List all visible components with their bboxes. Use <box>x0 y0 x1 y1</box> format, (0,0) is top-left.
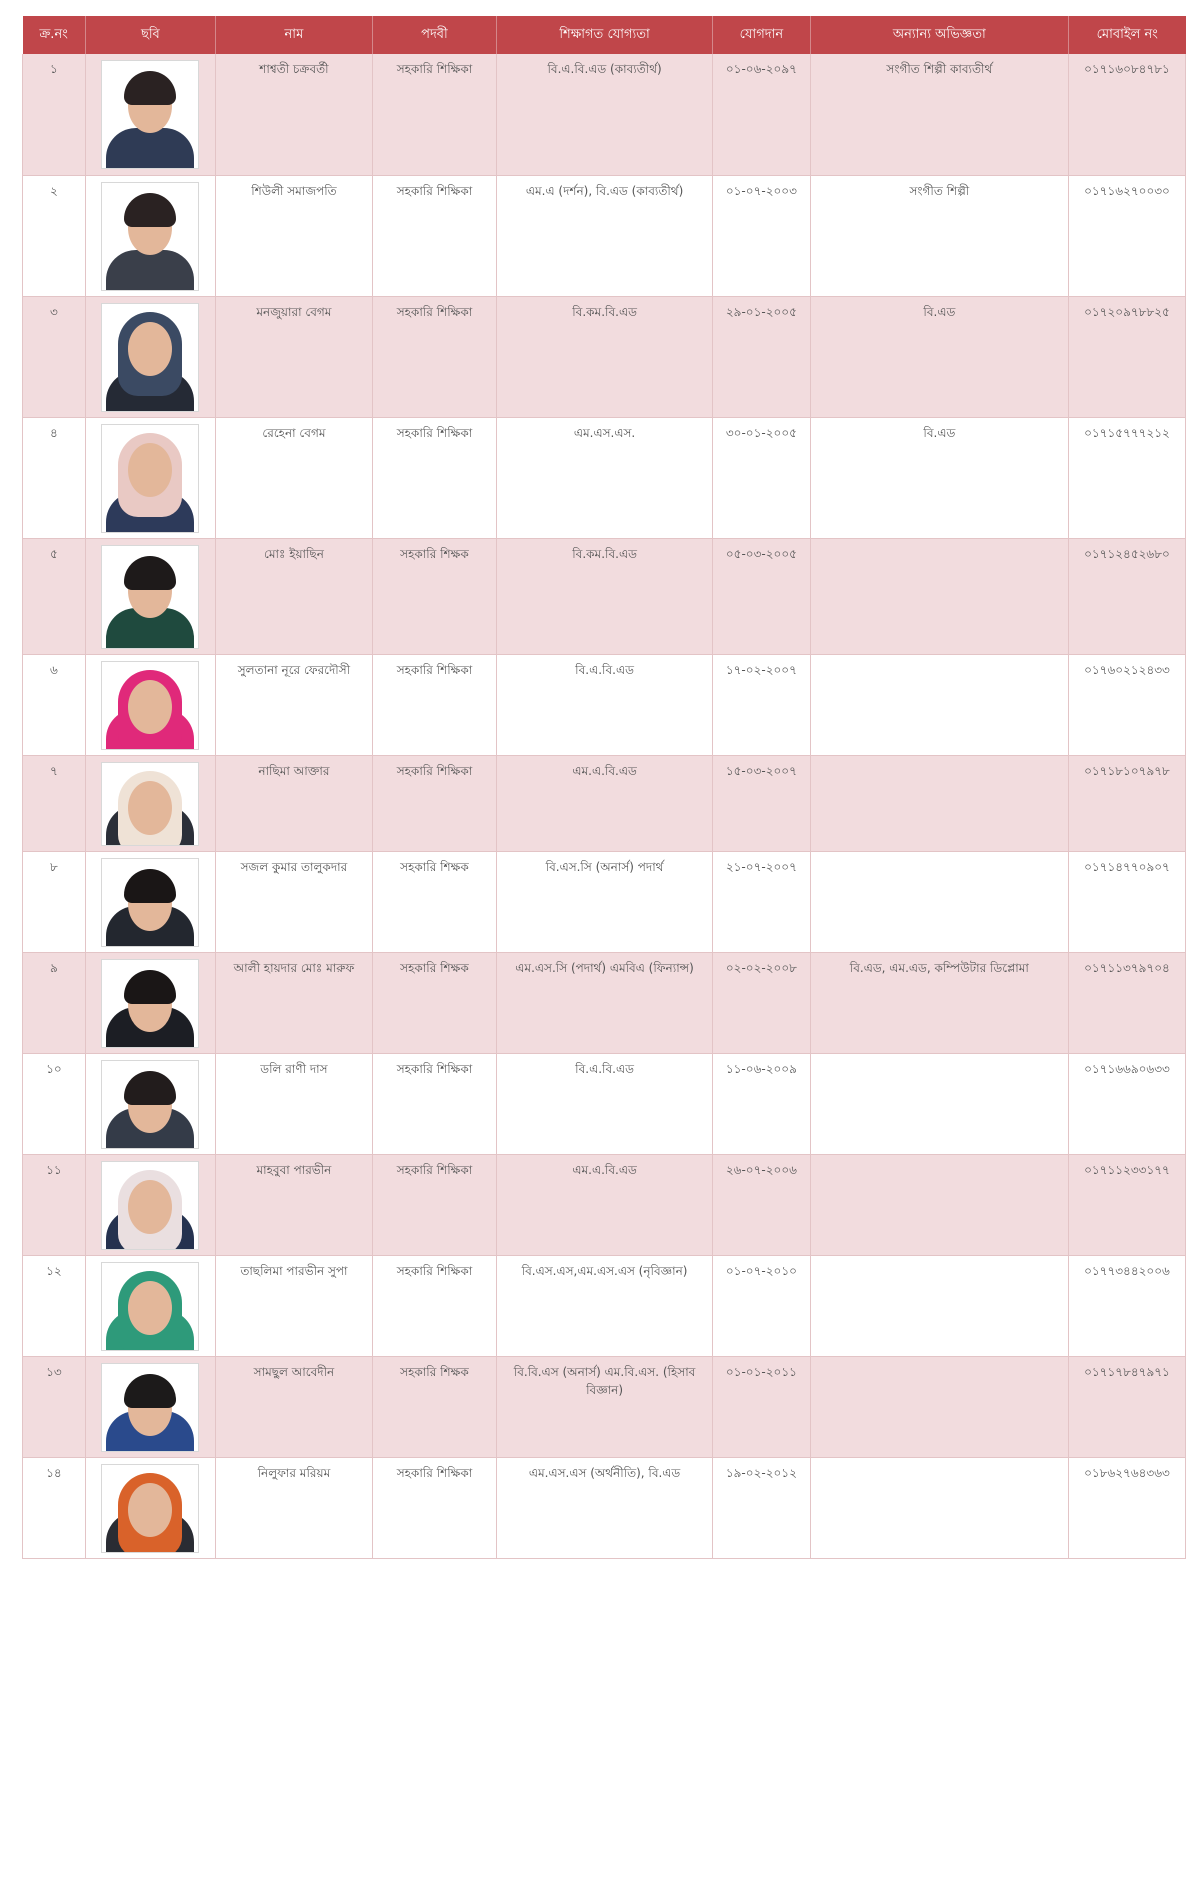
cell-serial: ৮ <box>23 851 86 952</box>
cell-qualification: এম.এস.এস (অর্থনীতি), বি.এড <box>497 1457 713 1558</box>
cell-photo <box>85 417 215 538</box>
cell-mobile: ০১৭১৬২৭০০৩০ <box>1068 175 1185 296</box>
header-joining: যোগদান <box>713 16 811 54</box>
header-photo: ছবি <box>85 16 215 54</box>
cell-designation: সহকারি শিক্ষিকা <box>372 1457 496 1558</box>
cell-serial: ২ <box>23 175 86 296</box>
header-row <box>23 16 1186 54</box>
cell-qualification: এম.এ.বি.এড <box>497 1154 713 1255</box>
cell-qualification: বি.এস.সি (অনার্স) পদার্থ <box>497 851 713 952</box>
table-row <box>23 417 1186 538</box>
staff-photo <box>101 182 199 291</box>
cell-photo <box>85 1255 215 1356</box>
staff-photo <box>101 1060 199 1149</box>
cell-qualification: এম.এস.সি (পদার্থ) এমবিএ (ফিন্যান্স) <box>497 952 713 1053</box>
cell-photo <box>85 538 215 654</box>
cell-name: নিলুফার মরিয়ম <box>216 1457 373 1558</box>
cell-name: মনজুয়ারা বেগম <box>216 296 373 417</box>
photo-hair-shape <box>124 71 176 105</box>
cell-joining: ০৫-০৩-২০০৫ <box>713 538 811 654</box>
cell-experience <box>810 538 1068 654</box>
cell-qualification: বি.কম.বি.এড <box>497 538 713 654</box>
table-row <box>23 1053 1186 1154</box>
table-row <box>23 54 1186 175</box>
cell-photo <box>85 851 215 952</box>
header-experience: অন্যান্য অভিজ্ঞতা <box>810 16 1068 54</box>
cell-serial: ৬ <box>23 654 86 755</box>
cell-photo <box>85 1356 215 1457</box>
cell-experience <box>810 755 1068 851</box>
cell-photo <box>85 952 215 1053</box>
cell-name: শিউলী সমাজপতি <box>216 175 373 296</box>
cell-qualification: বি.এ.বি.এড (কাব্যতীর্থ) <box>497 54 713 175</box>
photo-hair-shape <box>124 556 176 590</box>
photo-hair-shape <box>124 193 176 227</box>
cell-designation: সহকারি শিক্ষিকা <box>372 175 496 296</box>
cell-designation: সহকারি শিক্ষক <box>372 538 496 654</box>
staff-photo <box>101 1363 199 1452</box>
cell-name: মোঃ ইয়াছিন <box>216 538 373 654</box>
cell-serial: ৫ <box>23 538 86 654</box>
cell-qualification: বি.কম.বি.এড <box>497 296 713 417</box>
cell-qualification: বি.এস.এস,এম.এস.এস (নৃবিজ্ঞান) <box>497 1255 713 1356</box>
cell-name: সজল কুমার তালুকদার <box>216 851 373 952</box>
cell-joining: ৩০-০১-২০০৫ <box>713 417 811 538</box>
cell-joining: ০১-০৭-২০০৩ <box>713 175 811 296</box>
cell-mobile: ০১৭১৭৮৪৭৯৭১ <box>1068 1356 1185 1457</box>
cell-name: তাছলিমা পারভীন সুপা <box>216 1255 373 1356</box>
cell-photo <box>85 54 215 175</box>
cell-name: সুলতানা নূরে ফেরদৌসী <box>216 654 373 755</box>
cell-joining: ০২-০২-২০০৮ <box>713 952 811 1053</box>
cell-experience <box>810 1255 1068 1356</box>
table-row <box>23 851 1186 952</box>
cell-serial: ৭ <box>23 755 86 851</box>
cell-name: সামছুল আবেদীন <box>216 1356 373 1457</box>
cell-designation: সহকারি শিক্ষিকা <box>372 755 496 851</box>
cell-mobile: ০১৭১১৩৭৯৭০৪ <box>1068 952 1185 1053</box>
cell-serial: ৪ <box>23 417 86 538</box>
cell-experience <box>810 1053 1068 1154</box>
cell-designation: সহকারি শিক্ষিকা <box>372 1255 496 1356</box>
cell-name: ডলি রাণী দাস <box>216 1053 373 1154</box>
photo-face-shape <box>128 443 172 497</box>
cell-mobile: ০১৭১১২৩৩১৭৭ <box>1068 1154 1185 1255</box>
cell-mobile: ০১৭১৬৬৯০৬৩৩ <box>1068 1053 1185 1154</box>
cell-photo <box>85 1053 215 1154</box>
photo-face-shape <box>128 1483 172 1537</box>
staff-photo <box>101 60 199 169</box>
cell-serial: ১০ <box>23 1053 86 1154</box>
cell-serial: ১২ <box>23 1255 86 1356</box>
cell-photo <box>85 296 215 417</box>
photo-hair-shape <box>124 970 176 1004</box>
cell-experience: সংগীত শিল্পী <box>810 175 1068 296</box>
photo-hair-shape <box>124 869 176 903</box>
photo-hair-shape <box>124 1071 176 1105</box>
cell-designation: সহকারি শিক্ষিকা <box>372 54 496 175</box>
cell-joining: ১৭-০২-২০০৭ <box>713 654 811 755</box>
cell-photo <box>85 1457 215 1558</box>
cell-designation: সহকারি শিক্ষিকা <box>372 296 496 417</box>
cell-joining: ২১-০৭-২০০৭ <box>713 851 811 952</box>
table-row <box>23 1457 1186 1558</box>
cell-name: নাছিমা আক্তার <box>216 755 373 851</box>
cell-joining: ২৬-০৭-২০০৬ <box>713 1154 811 1255</box>
table-row <box>23 296 1186 417</box>
cell-mobile: ০১৮৬২৭৬৪৩৬৩ <box>1068 1457 1185 1558</box>
header-designation: পদবী <box>372 16 496 54</box>
cell-mobile: ০১৭১৪৭৭০৯০৭ <box>1068 851 1185 952</box>
table-body <box>23 54 1186 1558</box>
table-row <box>23 538 1186 654</box>
cell-mobile: ০১৭২০৯৭৮৮২৫ <box>1068 296 1185 417</box>
table-row <box>23 1255 1186 1356</box>
header-qualification: শিক্ষাগত যোগ্যতা <box>497 16 713 54</box>
cell-name: মাহবুবা পারভীন <box>216 1154 373 1255</box>
cell-photo <box>85 1154 215 1255</box>
staff-photo <box>101 1262 199 1351</box>
cell-serial: ১১ <box>23 1154 86 1255</box>
cell-qualification: এম.এ.বি.এড <box>497 755 713 851</box>
cell-designation: সহকারি শিক্ষিকা <box>372 1053 496 1154</box>
staff-photo <box>101 1161 199 1250</box>
cell-qualification: বি.বি.এস (অনার্স) এম.বি.এস. (হিসাব বিজ্ঞান) <box>497 1356 713 1457</box>
cell-photo <box>85 755 215 851</box>
cell-joining: ২৯-০১-২০০৫ <box>713 296 811 417</box>
cell-experience: বি.এড, এম.এড, কম্পিউটার ডিপ্লোমা <box>810 952 1068 1053</box>
table-row <box>23 1154 1186 1255</box>
cell-experience <box>810 851 1068 952</box>
photo-body-shape <box>106 250 194 291</box>
table-row <box>23 654 1186 755</box>
cell-experience <box>810 1457 1068 1558</box>
cell-designation: সহকারি শিক্ষক <box>372 1356 496 1457</box>
cell-experience <box>810 1356 1068 1457</box>
cell-designation: সহকারি শিক্ষক <box>372 952 496 1053</box>
photo-body-shape <box>106 128 194 169</box>
staff-photo <box>101 661 199 750</box>
cell-name: রেহেনা বেগম <box>216 417 373 538</box>
table-row <box>23 755 1186 851</box>
staff-photo <box>101 959 199 1048</box>
cell-name: শাশ্বতী চক্রবর্তী <box>216 54 373 175</box>
cell-experience: বি.এড <box>810 417 1068 538</box>
cell-designation: সহকারি শিক্ষিকা <box>372 654 496 755</box>
cell-serial: ৩ <box>23 296 86 417</box>
staff-photo <box>101 762 199 846</box>
cell-designation: সহকারি শিক্ষক <box>372 851 496 952</box>
cell-mobile: ০১৭৭৩৪৪২০০৬ <box>1068 1255 1185 1356</box>
cell-mobile: ০১৭৬০২১২৪৩৩ <box>1068 654 1185 755</box>
cell-designation: সহকারি শিক্ষিকা <box>372 417 496 538</box>
photo-face-shape <box>128 1180 172 1234</box>
staff-photo <box>101 1464 199 1553</box>
cell-joining: ১৯-০২-২০১২ <box>713 1457 811 1558</box>
cell-mobile: ০১৭১৮১০৭৯৭৮ <box>1068 755 1185 851</box>
cell-qualification: বি.এ.বি.এড <box>497 654 713 755</box>
cell-qualification: এম.এ (দর্শন), বি.এড (কাব্যতীর্থ) <box>497 175 713 296</box>
table-row <box>23 175 1186 296</box>
photo-face-shape <box>128 680 172 734</box>
cell-joining: ০১-০৭-২০১০ <box>713 1255 811 1356</box>
staff-photo <box>101 858 199 947</box>
cell-experience: সংগীত শিল্পী কাব্যতীর্থ <box>810 54 1068 175</box>
cell-serial: ১ <box>23 54 86 175</box>
cell-mobile: ০১৭১২৪৫২৬৮০ <box>1068 538 1185 654</box>
header-name: নাম <box>216 16 373 54</box>
cell-qualification: এম.এস.এস. <box>497 417 713 538</box>
cell-joining: ০১-০১-২০১১ <box>713 1356 811 1457</box>
cell-experience <box>810 1154 1068 1255</box>
photo-face-shape <box>128 322 172 376</box>
cell-mobile: ০১৭১৬০৮৪৭৮১ <box>1068 54 1185 175</box>
cell-joining: ১৫-০৩-২০০৭ <box>713 755 811 851</box>
staff-table <box>22 16 1186 1559</box>
photo-face-shape <box>128 1281 172 1335</box>
staff-photo <box>101 303 199 412</box>
cell-experience <box>810 654 1068 755</box>
header-mobile: মোবাইল নং <box>1068 16 1185 54</box>
cell-designation: সহকারি শিক্ষিকা <box>372 1154 496 1255</box>
cell-qualification: বি.এ.বি.এড <box>497 1053 713 1154</box>
photo-hair-shape <box>124 1374 176 1408</box>
cell-serial: ৯ <box>23 952 86 1053</box>
cell-name: আলী হায়দার মোঃ মারুফ <box>216 952 373 1053</box>
cell-serial: ১৩ <box>23 1356 86 1457</box>
cell-photo <box>85 654 215 755</box>
cell-joining: ১১-০৬-২০০৯ <box>713 1053 811 1154</box>
cell-photo <box>85 175 215 296</box>
staff-photo <box>101 545 199 649</box>
table-row <box>23 952 1186 1053</box>
photo-face-shape <box>128 781 172 835</box>
header-serial: ক্র.নং <box>23 16 86 54</box>
cell-mobile: ০১৭১৫৭৭৭২১২ <box>1068 417 1185 538</box>
table-row <box>23 1356 1186 1457</box>
cell-experience: বি.এড <box>810 296 1068 417</box>
cell-serial: ১৪ <box>23 1457 86 1558</box>
cell-joining: ০১-০৬-২০৯৭ <box>713 54 811 175</box>
staff-photo <box>101 424 199 533</box>
